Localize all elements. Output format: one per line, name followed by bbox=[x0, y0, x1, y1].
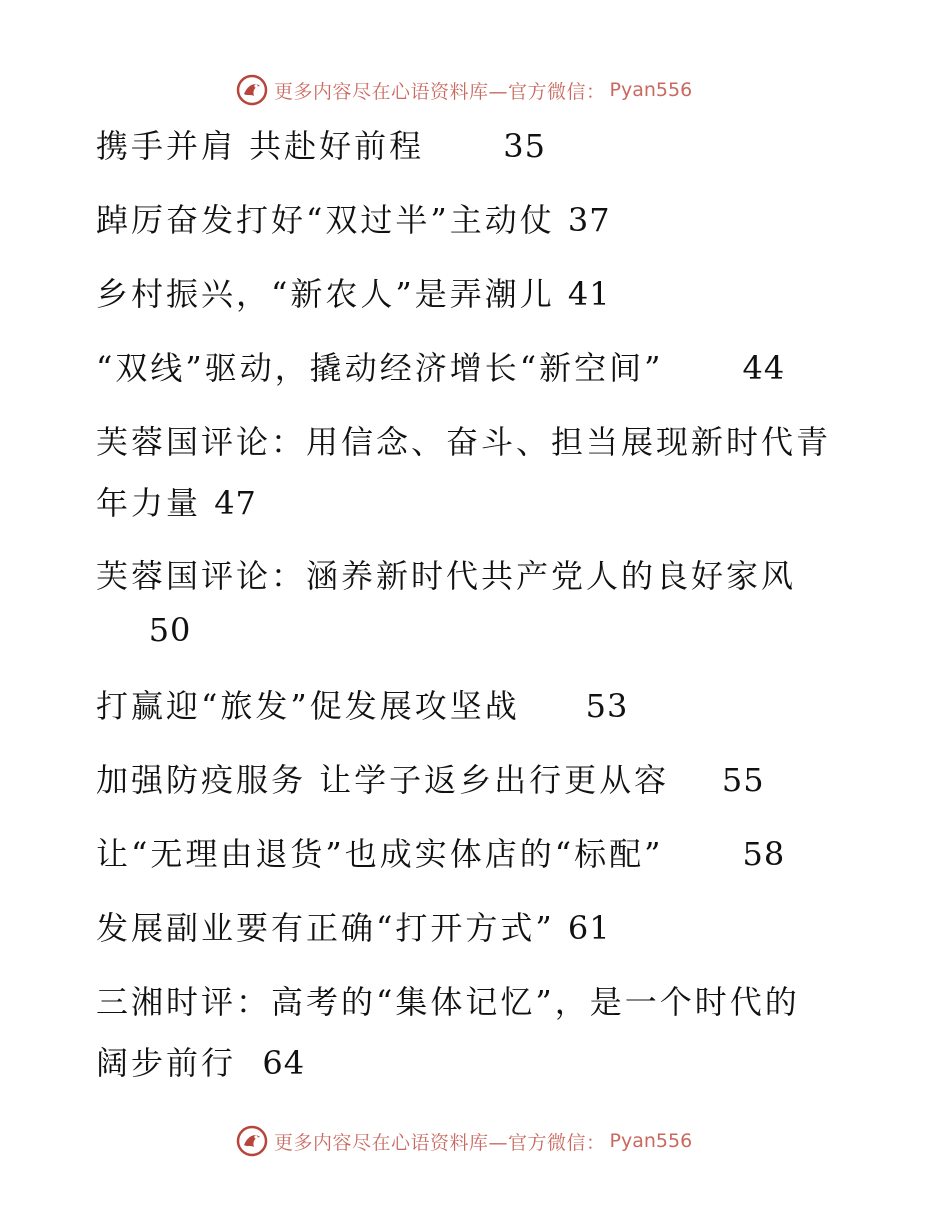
toc-entry[interactable] bbox=[96, 548, 836, 658]
toc-entry-gap bbox=[236, 1044, 262, 1082]
toc-entry-gap bbox=[663, 835, 742, 873]
toc-entry-gap bbox=[555, 201, 568, 239]
toc-entry-title: “双线”驱动，撬动经济增长“新空间” bbox=[96, 349, 664, 387]
toc-entry-gap bbox=[555, 275, 568, 313]
toc-entry-gap bbox=[520, 687, 586, 725]
toc-entry-title: 芙蓉国评论：涵养新时代共产党人的良好家风 bbox=[96, 557, 797, 595]
toc-entry-page: 53 bbox=[585, 687, 629, 725]
toc-entry-page: 55 bbox=[721, 761, 765, 799]
toc-entry-page: 44 bbox=[742, 349, 786, 387]
toc-entry[interactable] bbox=[96, 192, 836, 248]
toc-entry-continuation bbox=[96, 602, 836, 658]
toc-entry-title: 芙蓉国评论：用信念、奋斗、担当展现新时代青 bbox=[96, 423, 832, 461]
toc-entry[interactable] bbox=[96, 414, 836, 531]
toc-entry-continuation bbox=[96, 1035, 836, 1091]
toc-entry-gap bbox=[424, 127, 503, 165]
toc-entry[interactable] bbox=[96, 974, 836, 1091]
watermark-text: 更多内容尽在心语资料库—官方微信： bbox=[274, 80, 606, 103]
toc-entry-page: 50 bbox=[148, 611, 192, 649]
dragon-seal-icon bbox=[236, 1125, 268, 1157]
toc-entry-page: 61 bbox=[567, 909, 611, 947]
toc-entry-title: 发展副业要有正确“打开方式” bbox=[96, 909, 555, 947]
toc-entry[interactable] bbox=[96, 266, 836, 322]
toc-entry-title: 让“无理由退货”也成实体店的“标配” bbox=[96, 835, 664, 873]
toc-entry[interactable] bbox=[96, 826, 836, 882]
toc-entry-page: 64 bbox=[262, 1044, 306, 1082]
dragon-seal-icon bbox=[236, 74, 268, 106]
watermark-handle: Pyan556 bbox=[609, 1130, 693, 1152]
toc-entry-title: 三湘时评：高考的“集体记忆”，是一个时代的 bbox=[96, 983, 800, 1021]
watermark-text: 更多内容尽在心语资料库—官方微信： bbox=[274, 1131, 606, 1154]
toc-entry-indent bbox=[96, 611, 149, 649]
toc-entry-page: 58 bbox=[742, 835, 786, 873]
toc-entry-gap bbox=[663, 349, 742, 387]
toc-entry-title-continued: 阔步前行 bbox=[96, 1044, 237, 1082]
toc-entry[interactable] bbox=[96, 900, 836, 956]
toc-entry[interactable] bbox=[96, 118, 836, 174]
toc-entry-title: 打赢迎“旅发”促发展攻坚战 bbox=[96, 687, 520, 725]
toc-entry-page: 35 bbox=[503, 127, 546, 165]
watermark-handle: Pyan556 bbox=[609, 79, 693, 101]
toc-entry-gap bbox=[669, 761, 722, 799]
toc-entry-continuation bbox=[96, 475, 836, 531]
toc-entry-page: 47 bbox=[214, 484, 257, 522]
toc-entry-title: 乡村振兴，“新农人”是弄潮儿 bbox=[96, 275, 555, 313]
toc-entry[interactable] bbox=[96, 752, 836, 808]
toc-entry-title-continued: 年力量 bbox=[96, 484, 202, 522]
header-watermark bbox=[236, 73, 692, 107]
toc-entry-title: 加强防疫服务 让学子返乡出行更从容 bbox=[96, 761, 670, 799]
toc-entry-page: 37 bbox=[567, 201, 611, 239]
toc-entry-page: 41 bbox=[567, 275, 611, 313]
toc-entry[interactable] bbox=[96, 340, 836, 396]
toc-entry-title: 携手并肩 共赴好前程 bbox=[96, 127, 425, 165]
toc-entry-title: 踔厉奋发打好“双过半”主动仗 bbox=[96, 201, 555, 239]
toc-entry-gap bbox=[201, 484, 214, 522]
toc-entry-gap bbox=[555, 909, 568, 947]
toc-entry[interactable] bbox=[96, 678, 836, 734]
footer-watermark bbox=[236, 1124, 692, 1158]
